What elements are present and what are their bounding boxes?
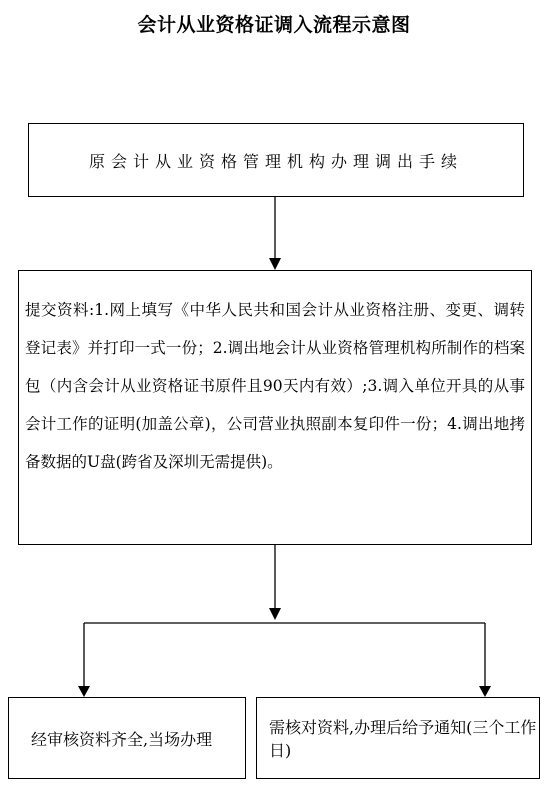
step-transfer-out-text: 原会计从业资格管理机构办理调出手续: [88, 151, 463, 171]
arrowhead-right-outcome: [479, 686, 491, 697]
arrowhead-branch: [269, 608, 281, 620]
arrowhead-left-outcome: [78, 686, 90, 697]
diagram-title: 会计从业资格证调入流程示意图: [137, 14, 411, 36]
outcome-verify-text: 需核对资料,办理后给予通知(三个工作日): [269, 718, 537, 760]
outcome-complete-text: 经审核资料齐全,当场办理: [31, 729, 213, 749]
arrowhead-middle: [269, 258, 281, 270]
step-submit-materials-text: 提交资料:1.网上填写《中华人民共和国会计从业资格注册、变更、调转登记表》并打印一式一份；2.调出地会计从业资格管理机构所制作的档案包（内含会计从业资格证书原件且90天内有效）;3.调入单位开具的从事会计工作的证明(加盖公章)，公司营业执照副本复印件一份；4.调出地拷备数据的U盘(跨省及深圳无需提供)。: [25, 301, 525, 471]
